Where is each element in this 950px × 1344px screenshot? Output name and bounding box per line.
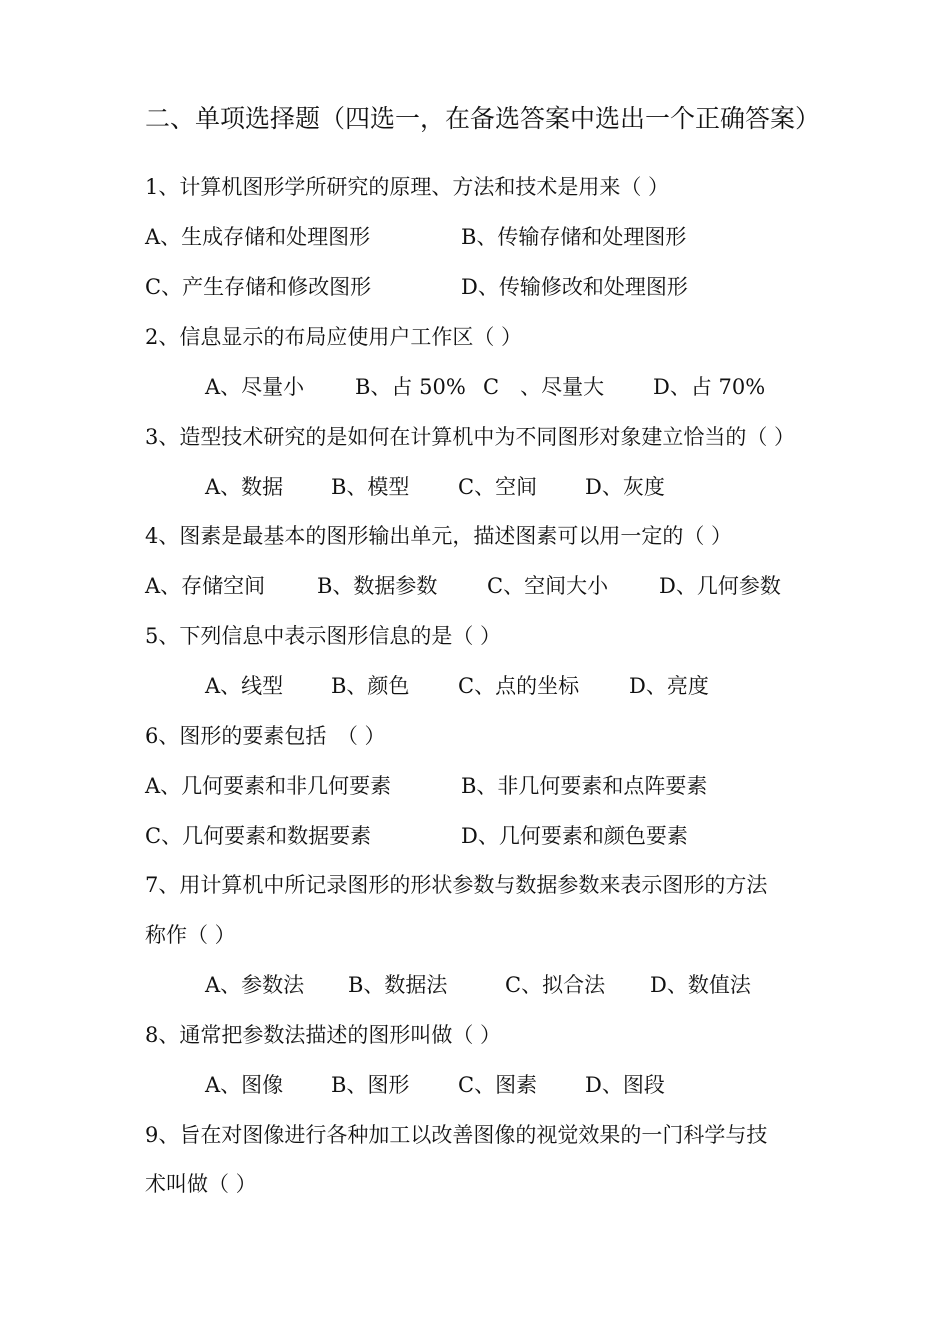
question-6-option-b: B、非几何要素和点阵要素 — [461, 774, 708, 798]
question-1-option-d: D、传输修改和处理图形 — [461, 275, 688, 299]
question-1-stem: 1、计算机图形学所研究的原理、方法和技术是用来（ ） — [145, 175, 670, 199]
question-8-option-a: A、图像 — [205, 1073, 284, 1097]
question-4-option-d: D、几何参数 — [659, 574, 781, 598]
question-6-option-c: C、几何要素和数据要素 — [145, 824, 372, 848]
question-6-option-a: A、几何要素和非几何要素 — [145, 774, 392, 798]
question-7-stem-line2: 称作（ ） — [145, 923, 236, 947]
question-7-option-b: B、数据法 — [348, 973, 448, 997]
question-9-stem-line2: 术叫做（ ） — [145, 1172, 257, 1196]
question-5-stem: 5、下列信息中表示图形信息的是（ ） — [145, 624, 502, 648]
question-5-option-d: D、亮度 — [629, 674, 709, 698]
question-4-option-a: A、存储空间 — [145, 574, 266, 598]
question-4-stem: 4、图素是最基本的图形输出单元，描述图素可以用一定的（ ） — [145, 524, 733, 548]
question-4-option-c: C、空间大小 — [487, 574, 609, 598]
section-title: 二、单项选择题（四选一，在备选答案中选出一个正确答案） — [145, 104, 821, 133]
question-8-stem: 8、通常把参数法描述的图形叫做（ ） — [145, 1023, 502, 1047]
question-8-option-c: C、图素 — [458, 1073, 538, 1097]
question-3-option-c: C、空间 — [458, 475, 538, 499]
question-4-option-b: B、数据参数 — [317, 574, 438, 598]
question-6-stem: 6、图形的要素包括 （ ） — [145, 724, 386, 748]
question-5-option-c: C、点的坐标 — [458, 674, 580, 698]
question-5-option-a: A、线型 — [205, 674, 284, 698]
question-8-option-b: B、图形 — [331, 1073, 410, 1097]
question-3-option-a: A、数据 — [205, 475, 284, 499]
question-7-stem-line1: 7、用计算机中所记录图形的形状参数与数据参数来表示图形的方法 — [145, 873, 768, 897]
question-7-option-a: A、参数法 — [205, 973, 305, 997]
question-7-option-d: D、数值法 — [650, 973, 751, 997]
question-2-option-a: A、尽量小 — [205, 375, 305, 399]
question-1-option-c: C、产生存储和修改图形 — [145, 275, 372, 299]
question-3-option-d: D、灰度 — [585, 475, 665, 499]
question-2-option-b: B、占 50% — [355, 375, 466, 399]
question-2-option-c: C 、尽量大 — [483, 375, 605, 399]
question-3-stem: 3、造型技术研究的是如何在计算机中为不同图形对象建立恰当的（ ） — [145, 425, 796, 449]
question-9-stem-line1: 9、旨在对图像进行各种加工以改善图像的视觉效果的一门科学与技 — [145, 1123, 768, 1147]
question-1-option-a: A、生成存储和处理图形 — [145, 225, 371, 249]
question-8-option-d: D、图段 — [585, 1073, 665, 1097]
question-1-option-b: B、传输存储和处理图形 — [461, 225, 687, 249]
question-2-option-d: D、占 70% — [653, 375, 766, 399]
question-6-option-d: D、几何要素和颜色要素 — [461, 824, 688, 848]
question-7-option-c: C、拟合法 — [505, 973, 606, 997]
question-2-stem: 2、信息显示的布局应使用户工作区（ ） — [145, 325, 523, 349]
question-5-option-b: B、颜色 — [331, 674, 410, 698]
question-3-option-b: B、模型 — [331, 475, 410, 499]
